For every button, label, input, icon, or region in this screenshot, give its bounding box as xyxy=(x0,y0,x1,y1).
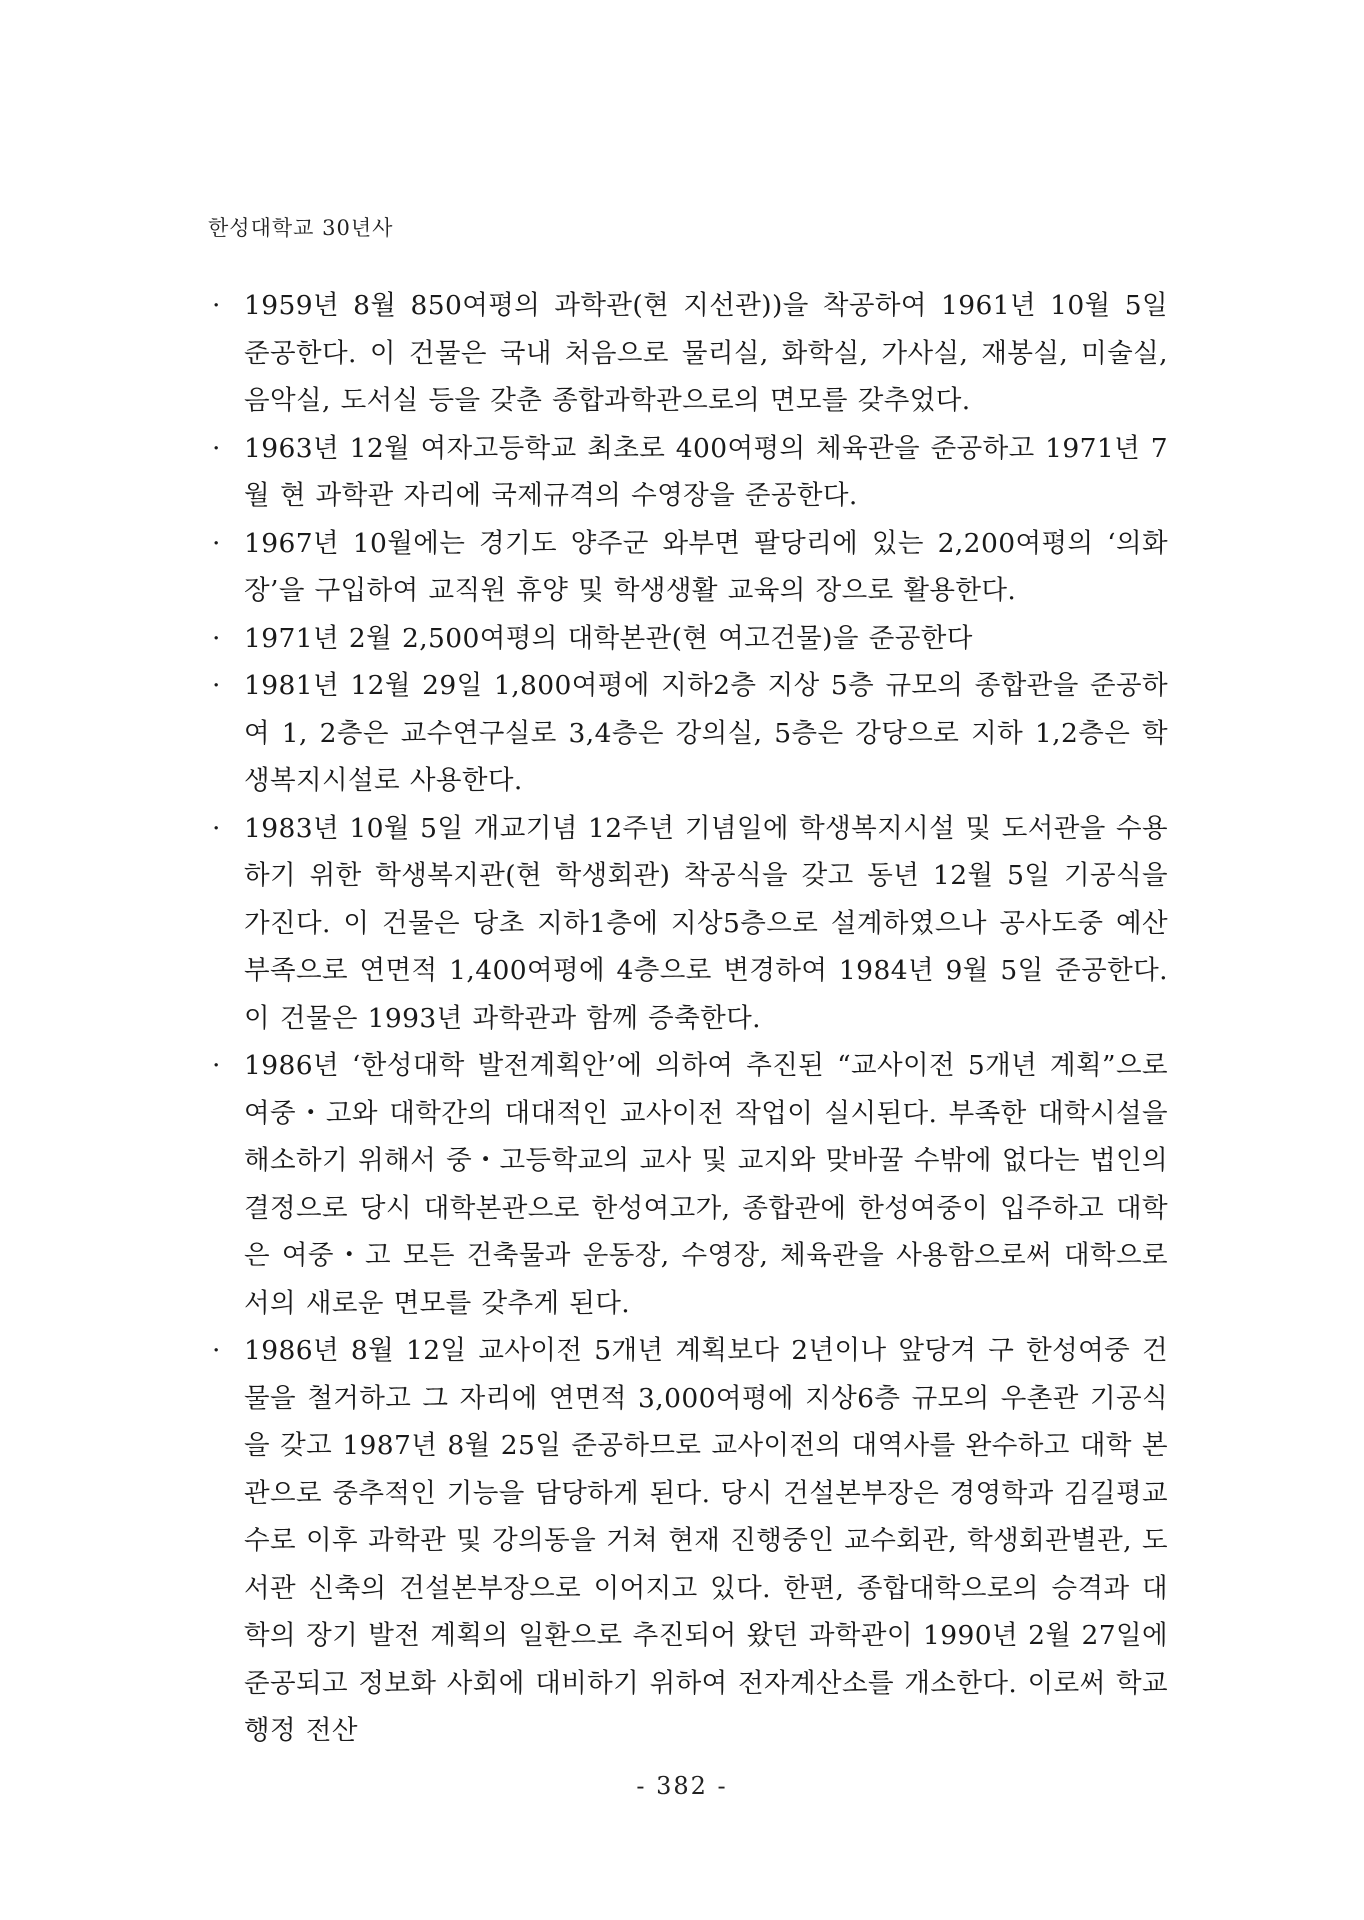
bullet-mark: · xyxy=(212,670,221,701)
history-item-text: 1983년 10월 5일 개교기념 12주년 기념일에 학생복지시설 및 도서관을 수용하기 위한 학생복지관(현 학생회관) 착공식을 갖고 동년 12월 5일 기공식을 가진다. 이 건물은 당초 지하1층에 지상5층으로 설계하였으나 공사도중 예산 부족으로 연면적 1,400여평에 4층으로 변경하여 1984년 9월 5일 준공한다. 이 건물은 1993년 과학관과 함께 증축한다. xyxy=(244,812,1168,1034)
history-item-2 xyxy=(208,425,1168,520)
history-item-text: 1959년 8월 850여평의 과학관(현 지선관))을 착공하여 1961년 10월 5일 준공한다. 이 건물은 국내 처음으로 물리실, 화학실, 가사실, 재봉실, 미술실, 음악실, 도서실 등을 갖춘 종합과학관으로의 면모를 갖추었다. xyxy=(244,290,1168,416)
history-item-1 xyxy=(208,282,1168,425)
running-header: 한성대학교 30년사 xyxy=(208,216,394,240)
history-item-4 xyxy=(208,615,1168,663)
page-number: - 382 - xyxy=(636,1772,728,1800)
history-item-text: 1981년 12월 29일 1,800여평에 지하2층 지상 5층 규모의 종합관을 준공하여 1, 2층은 교수연구실로 3,4층은 강의실, 5층은 강당으로 지하 1,2층은 학생복지시설로 사용한다. xyxy=(244,670,1168,796)
body-text xyxy=(208,282,1168,1755)
history-item-5 xyxy=(208,662,1168,805)
history-item-text: 1967년 10월에는 경기도 양주군 와부면 팔당리에 있는 2,200여평의 ‘의화장’을 구입하여 교직원 휴양 및 학생생활 교육의 장으로 활용한다. xyxy=(244,527,1168,606)
history-item-7 xyxy=(208,1042,1168,1327)
bullet-mark: · xyxy=(212,1335,221,1366)
history-item-8 xyxy=(208,1327,1168,1755)
bullet-mark: · xyxy=(212,290,221,321)
history-item-text: 1986년 ‘한성대학 발전계획안’에 의하여 추진된 “교사이전 5개년 계획”으로 여중・고와 대학간의 대대적인 교사이전 작업이 실시된다. 부족한 대학시설을 해소하기 위해서 중・고등학교의 교사 및 교지와 맞바꿀 수밖에 없다는 법인의 결정으로 당시 대학본관으로 한성여고가, 종합관에 한성여중이 입주하고 대학은 여중・고 모든 건축물과 운동장, 수영장, 체육관을 사용함으로써 대학으로서의 새로운 면모를 갖추게 된다. xyxy=(244,1050,1168,1319)
bullet-mark: · xyxy=(212,622,221,654)
history-item-3 xyxy=(208,520,1168,615)
bullet-mark: · xyxy=(212,812,221,844)
bullet-mark: · xyxy=(212,1050,221,1081)
bullet-mark: · xyxy=(212,527,221,559)
history-item-text: 1963년 12월 여자고등학교 최초로 400여평의 체육관을 준공하고 1971년 7월 현 과학관 자리에 국제규격의 수영장을 준공한다. xyxy=(244,432,1168,511)
history-item-text: 1986년 8월 12일 교사이전 5개년 계획보다 2년이나 앞당겨 구 한성여중 건물을 철거하고 그 자리에 연면적 3,000여평에 지상6층 규모의 우촌관 기공식을 갖고 1987년 8월 25일 준공하므로 교사이전의 대역사를 완수하고 대학 본관으로 중추적인 기능을 담당하게 된다. 당시 건설본부장은 경영학과 김길평교수로 이후 과학관 및 강의동을 거쳐 현재 진행중인 교수회관, 학생회관별관, 도서관 신축의 건설본부장으로 이어지고 있다. 한편, 종합대학으로의 승격과 대학의 장기 발전 계획의 일환으로 추진되어 왔던 과학관이 1990년 2월 27일에 준공되고 정보화 사회에 대비하기 위하여 전자계산소를 개소한다. 이로써 학교 행정 전산 xyxy=(244,1335,1168,1746)
history-item-6 xyxy=(208,805,1168,1043)
bullet-mark: · xyxy=(212,432,221,464)
history-item-text: 1971년 2월 2,500여평의 대학본관(현 여고건물)을 준공한다 xyxy=(244,622,973,654)
